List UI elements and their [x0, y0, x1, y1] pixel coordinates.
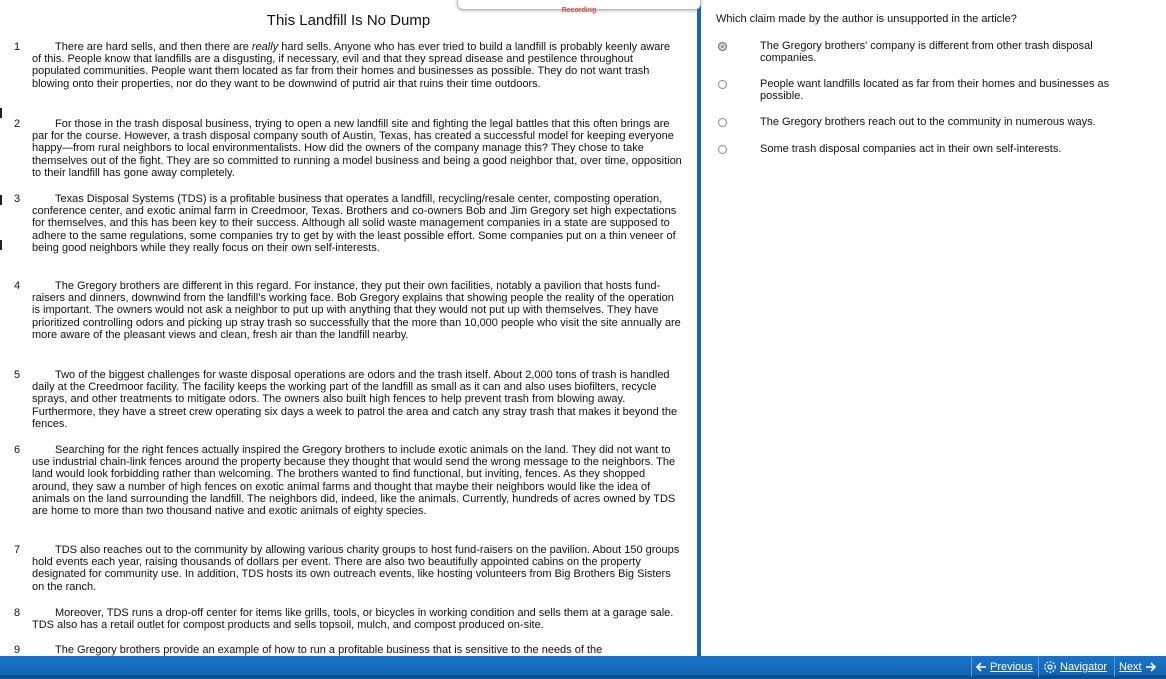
- next-button[interactable]: [1114, 657, 1160, 677]
- navigator-label: Navigator: [1060, 661, 1108, 673]
- answer-option-text[interactable]: The Gregory brothers' company is different from other trash disposal companies.: [760, 40, 1093, 65]
- paragraph-number: 7: [14, 544, 21, 556]
- paragraph-text: For those in the trash disposal business, trying to open a new landfill site and fighting the legal battles that this often brings are par for the course. However, a trash disposal company south of Austin, Texas, has created a successful model for keeping everyone happy—from rural neighbors to local environmentalists. How did the owners of the company manage this? They chose to take themselves out of the fight. They are so committed to running a model business and being a good neighbor that, over time, opposition to their landfill has gone away completely.: [32, 118, 682, 179]
- paragraph-text: The Gregory brothers provide an example of how to run a profitable business that is sensitive to the needs of the: [55, 644, 603, 656]
- paragraph-text: The Gregory brothers are different in this regard. For instance, they put their own facilities, notably a pavilion that hosts fund-raisers and dinners, downwind from the landfill’s working face. Bob Gregory explains that showing people the reality of the operation is important. The owners would not ask a neighbor to put up with anything that they would not put up with themselves. They have prioritized controlling odors and picking up stray trash so successfully that the more than 10,000 people who visit the site annually are more aware of the pleasant views and clean, fresh air than the landfill nearby.: [32, 280, 681, 341]
- paragraph-number: 2: [14, 118, 21, 130]
- paragraph-number: 8: [14, 607, 21, 619]
- radio-button-selected[interactable]: [718, 42, 727, 51]
- paragraph-number: 6: [14, 444, 21, 456]
- previous-button[interactable]: [971, 657, 1037, 677]
- recording-indicator: [457, 0, 701, 14]
- paragraph-number: 1: [14, 41, 21, 53]
- answer-option-text[interactable]: People want landfills located as far from their homes and businesses as possible.: [760, 78, 1110, 103]
- question-prompt: Which claim made by the author is unsupported in the article?: [716, 13, 1017, 25]
- paragraph-number: 5: [14, 369, 21, 381]
- paragraph-text: Moreover, TDS runs a drop-off center for items like grills, tools, or bicycles in working condition and sells them at a garage sale. TDS also has a retail outlet for compost products and sells topsoil, mulch, and compost produced on-site.: [32, 607, 674, 632]
- edge-marker: [0, 108, 2, 118]
- radio-button[interactable]: [718, 80, 727, 89]
- question-pane: [701, 0, 1166, 656]
- edge-marker: [0, 195, 2, 205]
- paragraph-text: Texas Disposal Systems (TDS) is a profitable business that operates a landfill, recycling/resale center, composting operation, conference center, and exotic animal farm in Creedmoor, Texas. Brothers and co-owners Bob and Jim Gregory set high expectations for themselves, and this has been key to their success. Although all solid waste management companies in a state are supposed to adhere to the same regulations, some companies try to get by with the least possible effort. Some companies put on a thin veneer of being good neighbors while they really focus on their own self-interests.: [32, 193, 677, 254]
- paragraph-text: Searching for the right fences actually inspired the Gregory brothers to include exotic animals on the land. They did not want to use industrial chain-link fences around the property because they thought that would send the wrong message to the neighbors. The land would look forbidding rather than welcoming. The brothers wanted to find functional, but inviting, fences. As they shopped around, they saw a number of high fences on exotic animal farms and thought that maybe their neighbors would like the idea of animals on the land surrounding the landfill. The neighbors did, indeed, like the animals. Currently, hundreds of acres owned by TDS are home to more than two thousand native and exotic animals of eighty species.: [32, 444, 676, 518]
- answer-option-text[interactable]: Some trash disposal companies act in their own self-interests.: [760, 143, 1062, 155]
- arrow-left-icon: [976, 662, 987, 672]
- navigator-button[interactable]: [1038, 657, 1111, 677]
- next-label: Next: [1119, 661, 1142, 673]
- article-title: This Landfill Is No Dump: [266, 12, 431, 29]
- paragraph-text: There are hard sells, and then there are really hard sells. Anyone who has ever tried to build a landfill is probably keenly aware of this. People know that landfills are a disgusting, if necessary, evil and that they spread disease and pestilence throughout populated communities. People want them located as far from their homes and businesses as possible. They do not want trash blowing onto their properties, nor do they want to be downwind of putrid air that ruins their time outdoors.: [32, 41, 671, 90]
- bottom-nav-bar: [0, 656, 1166, 679]
- paragraph-number: 3: [14, 193, 21, 205]
- paragraph-text: TDS also reaches out to the community by allowing various charity groups to host fund-raisers on the pavilion. About 150 groups hold events each year, raising thousands of dollars per event. There are also two beautifully appointed cabins on the property designated for community use. In addition, TDS hosts its own outreach events, like hosting volunteers from Big Brothers Big Sisters on the ranch.: [32, 544, 680, 593]
- compass-icon: [1043, 660, 1057, 674]
- arrow-right-icon: [1145, 662, 1156, 672]
- edge-marker: [0, 240, 2, 250]
- radio-button[interactable]: [718, 118, 727, 127]
- paragraph-number: 4: [14, 280, 21, 292]
- paragraph-number: 9: [14, 644, 21, 656]
- paragraph-text: Two of the biggest challenges for waste disposal operations are odors and the trash itself. About 2,000 tons of trash is handled daily at the Creedmoor facility. The facility keeps the working part of the landfill as small as it can and also uses biofilters, recycle sprays, and other treatments to mitigate odors. The owners also built high fences to help prevent trash from blowing away. Furthermore, they have a street crew operating six days a week to patrol the area and catch any stray trash that makes it beyond the fences.: [32, 369, 678, 430]
- previous-label: Previous: [990, 661, 1033, 673]
- radio-button[interactable]: [718, 145, 727, 154]
- recording-label: Recording: [561, 7, 597, 14]
- answer-option-text[interactable]: The Gregory brothers reach out to the community in numerous ways.: [760, 116, 1096, 128]
